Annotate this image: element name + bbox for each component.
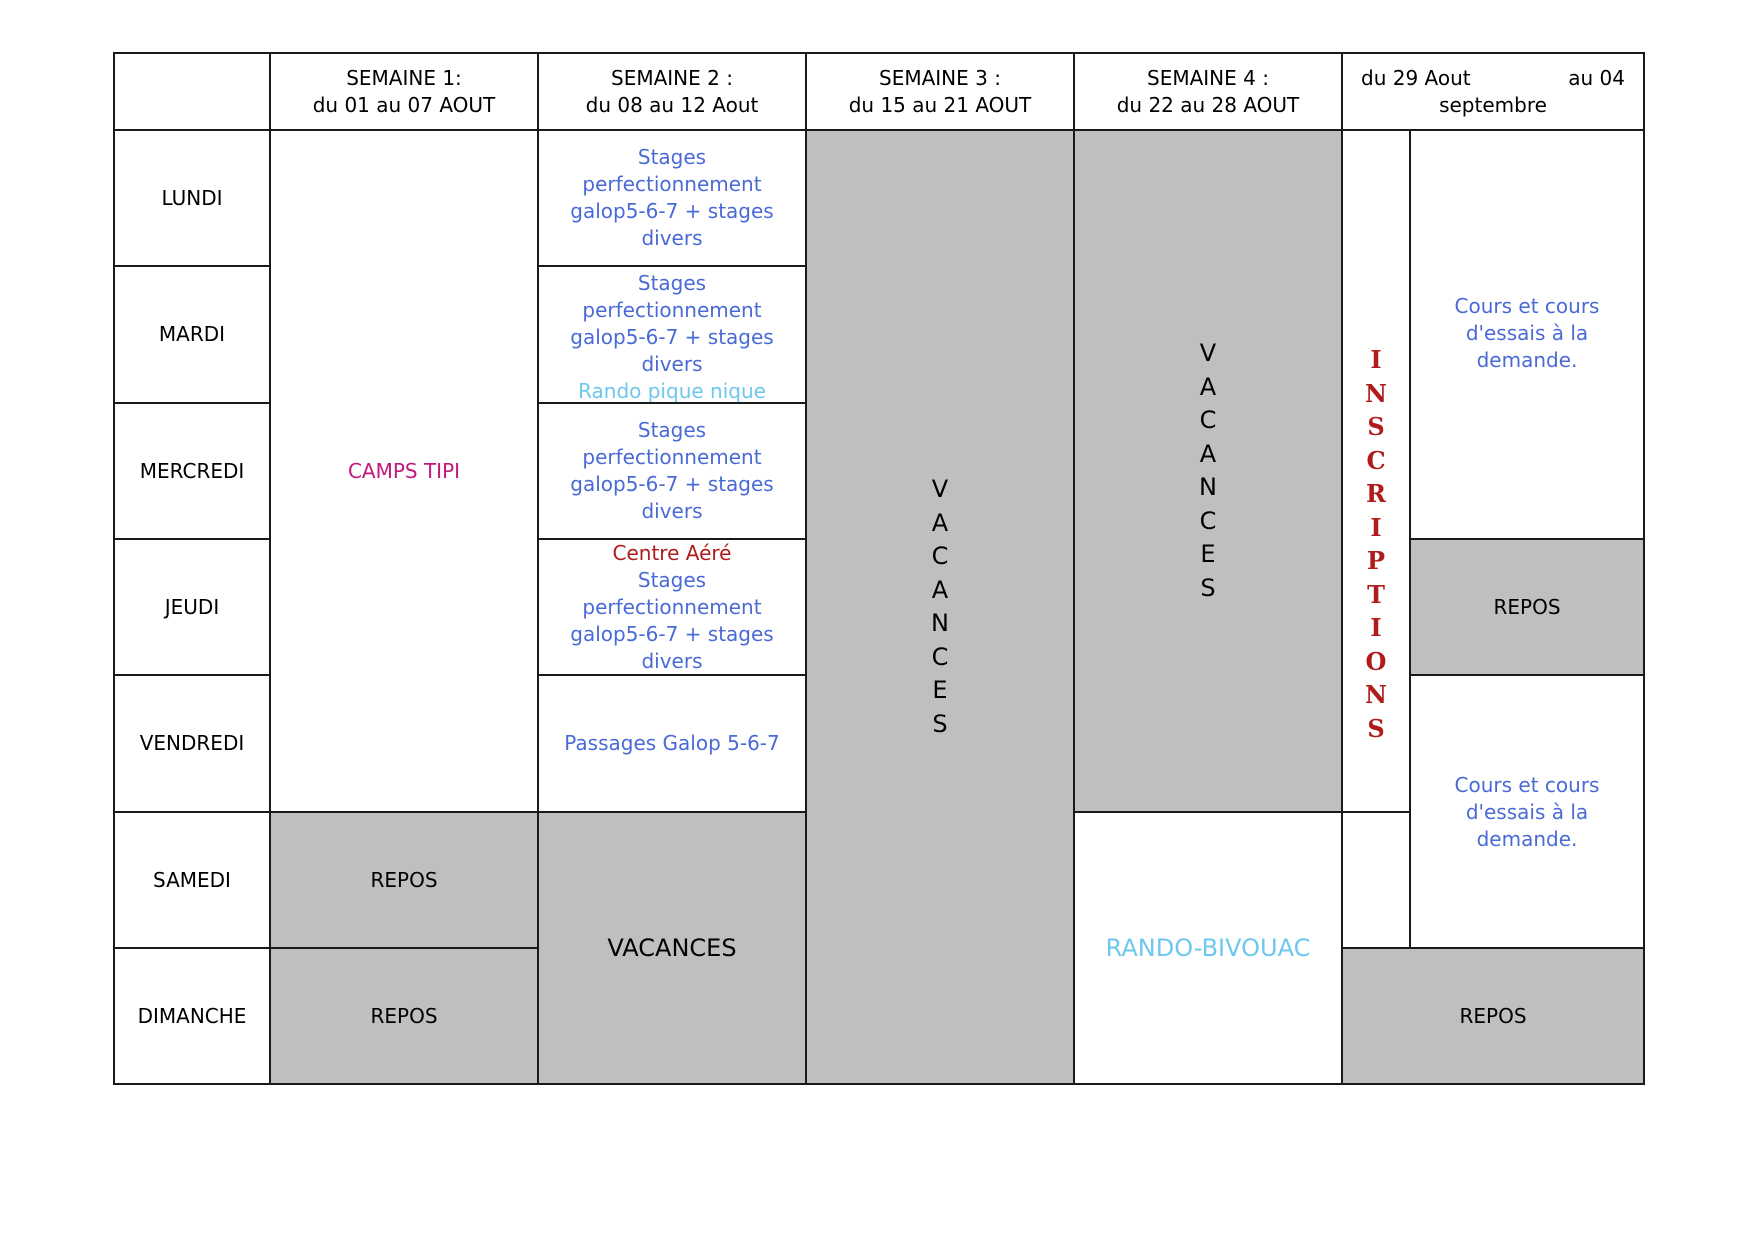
week4-vacances [1073, 129, 1343, 813]
week2-vendredi-passages: Passages Galop 5-6-7 [537, 674, 807, 813]
inscriptions-vertical-text [1365, 343, 1387, 745]
week5-dimanche-repos: REPOS [1341, 947, 1645, 1085]
stage-line: Stages [637, 418, 707, 442]
letter: I [1370, 613, 1382, 642]
day-mercredi: MERCREDI [113, 402, 271, 540]
week3-vertical-text [931, 473, 949, 741]
week-header-3-title: SEMAINE 3 : [879, 65, 1001, 90]
letter: R [1366, 479, 1386, 508]
letter: C [1366, 445, 1386, 475]
week4-rando-bivouac: RANDO-BIVOUAC [1073, 811, 1343, 1085]
centre-aere: Centre Aéré [612, 540, 732, 565]
letter: A [1199, 372, 1217, 401]
week-header-3-dates: du 15 au 21 AOUT [848, 92, 1032, 117]
day-lundi: LUNDI [113, 129, 271, 267]
cours-line: demande. [1476, 827, 1578, 851]
stage-line: perfectionnement [582, 172, 762, 196]
week3-vacances [805, 129, 1075, 1085]
stage-line: divers [641, 499, 703, 523]
letter: C [1199, 406, 1217, 434]
stage-line: galop5-6-7 + stages [570, 199, 774, 223]
week-header-5 [1341, 52, 1645, 131]
day-samedi: SAMEDI [113, 811, 271, 949]
letter: C [1199, 506, 1217, 535]
week1-samedi-repos: REPOS [269, 811, 539, 949]
week5-jeudi-repos: REPOS [1409, 538, 1645, 676]
letter: N [931, 609, 949, 637]
week1-camps-tipi: CAMPS TIPI [269, 129, 539, 813]
week-header-2-dates: du 08 au 12 Aout [585, 92, 759, 117]
cours-line: Cours et cours [1454, 773, 1600, 797]
stage-line: Stages [637, 145, 707, 169]
week-header-5-start: du 29 Aout [1361, 65, 1471, 90]
letter: T [1367, 579, 1385, 609]
day-vendredi: VENDREDI [113, 674, 271, 813]
letter: I [1370, 345, 1382, 374]
letter: S [1367, 412, 1385, 441]
letter: V [1199, 339, 1217, 367]
stage-line: Stages [637, 567, 707, 592]
week-header-4 [1073, 52, 1343, 131]
stage-line: Stages [637, 271, 707, 295]
stage-line: divers [641, 226, 703, 250]
week-header-4-title: SEMAINE 4 : [1147, 65, 1269, 90]
letter: N [1199, 473, 1217, 501]
cours-line: d'essais à la [1465, 321, 1589, 345]
week2-weekend-vacances: VACANCES [537, 811, 807, 1085]
week-header-1 [269, 52, 539, 131]
week2-mercredi-stage [537, 402, 807, 540]
week5-cours-top [1409, 129, 1645, 540]
letter: C [931, 542, 949, 570]
stage-line: galop5-6-7 + stages [570, 325, 774, 349]
week5-inscriptions [1341, 129, 1411, 813]
week-header-2 [537, 52, 807, 131]
week-header-4-dates: du 22 au 28 AOUT [1116, 92, 1300, 117]
week-header-2-title: SEMAINE 2 : [611, 65, 733, 90]
stage-line: divers [641, 352, 703, 376]
stage-line: perfectionnement [582, 594, 762, 619]
letter: S [1367, 713, 1385, 743]
letter: S [932, 709, 948, 738]
week-header-1-dates: du 01 au 07 AOUT [312, 92, 496, 117]
stage-line: perfectionnement [582, 298, 762, 322]
letter: N [1365, 378, 1387, 408]
week-header-1-title: SEMAINE 1: [346, 65, 462, 90]
letter: A [931, 508, 949, 537]
week2-jeudi-stage [537, 538, 807, 676]
day-dimanche: DIMANCHE [113, 947, 271, 1085]
letter: E [1200, 540, 1216, 568]
stage-line: divers [641, 648, 703, 673]
rando-pique-nique: Rando pique nique [578, 379, 766, 403]
stage-line: galop5-6-7 + stages [570, 621, 774, 646]
day-jeudi: JEUDI [113, 538, 271, 676]
week4-vertical-text [1199, 337, 1217, 605]
stage-line: perfectionnement [582, 445, 762, 469]
letter: A [1199, 439, 1217, 468]
cours-line: Cours et cours [1454, 294, 1600, 318]
week2-lundi-stage [537, 129, 807, 267]
letter: P [1366, 546, 1386, 575]
cours-line: demande. [1476, 348, 1578, 372]
week2-mardi-stage [537, 265, 807, 404]
week-header-3 [805, 52, 1075, 131]
letter: N [1365, 680, 1387, 709]
letter: O [1365, 646, 1387, 676]
week-header-5-end: au 04 [1568, 65, 1625, 90]
letter: E [932, 676, 948, 704]
week-header-5-line1 [1343, 65, 1643, 92]
corner-cell [113, 52, 271, 131]
week-header-5-month: septembre [1439, 92, 1547, 117]
letter: C [931, 642, 949, 671]
stage-line: galop5-6-7 + stages [570, 472, 774, 496]
letter: I [1370, 512, 1382, 542]
cours-line: d'essais à la [1465, 800, 1589, 824]
letter: A [931, 575, 949, 604]
day-mardi: MARDI [113, 265, 271, 404]
week5-cours-bottom [1409, 674, 1645, 949]
week1-dimanche-repos: REPOS [269, 947, 539, 1085]
letter: S [1200, 573, 1216, 602]
letter: V [931, 475, 949, 503]
